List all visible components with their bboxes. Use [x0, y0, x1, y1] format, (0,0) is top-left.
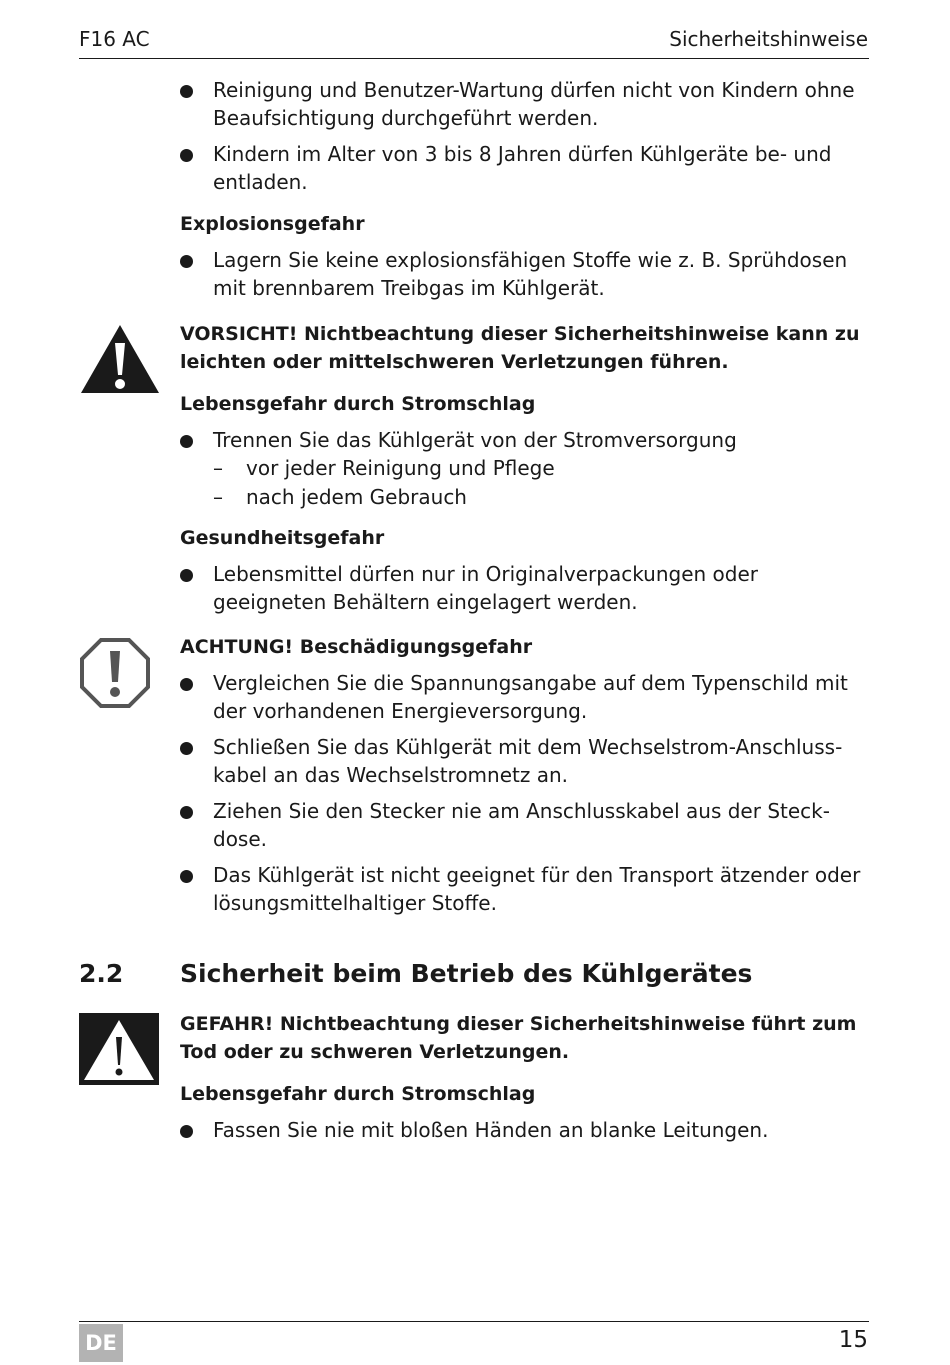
page-number: 15	[838, 1327, 868, 1353]
list-item: Vergleichen Sie die Spannungsangabe auf dem Typenschild mit der vorhandenen Energieversorgung.	[180, 669, 870, 725]
dash-list-item: – nach jedem Gebrauch	[213, 485, 467, 509]
list-item: Schließen Sie das Kühlgerät mit dem Wechselstrom-Anschluss-kabel an das Wechselstromnetz an.	[180, 733, 870, 789]
caution-triangle-icon	[79, 323, 161, 395]
language-badge: DE	[79, 1324, 123, 1362]
subheading-electric-shock: Lebensgefahr durch Stromschlag	[180, 1083, 536, 1105]
list-item: Das Kühlgerät ist nicht geeignet für den Transport ätzender oder lösungsmittelhaltiger Stoffe.	[180, 861, 870, 917]
list-item: Ziehen Sie den Stecker nie am Anschlusskabel aus der Steck-dose.	[180, 797, 870, 853]
bullet-icon	[180, 678, 193, 691]
caution-notice: VORSICHT! Nichtbeachtung dieser Sicherheitshinweise kann zu leichten oder mittelschweren Verletzungen führen.	[180, 323, 860, 373]
list-item: Fassen Sie nie mit bloßen Händen an blanke Leitungen.	[180, 1116, 870, 1144]
header-rule	[79, 58, 869, 59]
bullet-icon	[180, 742, 193, 755]
bullet-icon	[180, 85, 193, 98]
section-number: 2.2	[79, 959, 124, 988]
bullet-icon	[180, 870, 193, 883]
section-title: Sicherheit beim Betrieb des Kühlgerätes	[180, 959, 753, 988]
list-item: Lebensmittel dürfen nur in Originalverpackungen oder geeigneten Behältern eingelagert werden.	[180, 560, 870, 616]
bullet-icon	[180, 149, 193, 162]
footer-rule	[79, 1321, 869, 1322]
header-product-name: F16 AC	[79, 27, 150, 51]
list-item: Kindern im Alter von 3 bis 8 Jahren dürfen Kühlgeräte be- und entladen.	[180, 140, 870, 196]
list-item: Reinigung und Benutzer-Wartung dürfen nicht von Kindern ohne Beaufsichtigung durchgeführt werden.	[180, 76, 870, 132]
attention-notice: ACHTUNG! Beschädigungsgefahr	[180, 636, 533, 658]
bullet-icon	[180, 255, 193, 268]
list-item: Lagern Sie keine explosionsfähigen Stoffe wie z. B. Sprühdosen mit brennbarem Treibgas im Kühlgerät.	[180, 246, 870, 302]
bullet-icon	[180, 569, 193, 582]
subheading-electric-shock: Lebensgefahr durch Stromschlag	[180, 393, 536, 415]
dash-list-item: – vor jeder Reinigung und Pflege	[213, 456, 555, 480]
subheading-health: Gesundheitsgefahr	[180, 527, 385, 549]
bullet-icon	[180, 1125, 193, 1138]
subheading-explosion: Explosionsgefahr	[180, 213, 365, 235]
notice-octagon-icon	[79, 637, 151, 709]
bullet-icon	[180, 806, 193, 819]
danger-warning-icon	[79, 1013, 159, 1085]
danger-notice: GEFAHR! Nichtbeachtung dieser Sicherheitshinweise führt zum Tod oder zu schweren Verletzungen.	[180, 1013, 857, 1063]
bullet-icon	[180, 435, 193, 448]
list-item: Trennen Sie das Kühlgerät von der Stromversorgung	[180, 426, 870, 454]
header-chapter-title: Sicherheitshinweise	[669, 27, 868, 51]
